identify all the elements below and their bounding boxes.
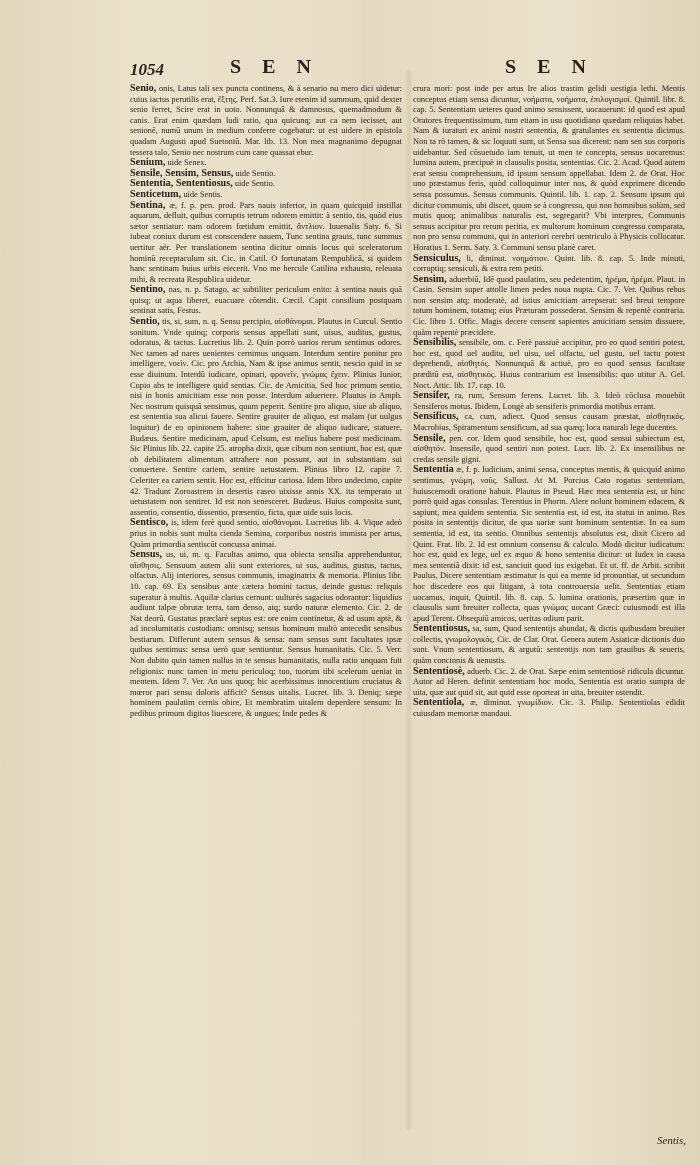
entry-definition: aduerb. Cic. 2. de Orat. Sæpe enim sententiosè ridicula dicuntur. Autor ad Heren. definit sententiam hoc modo, Sententia est oratio sumpta de uita, quæ aut quid sit, aut quid esse oporteat in uita, breuiter ostendit. <box>413 666 685 697</box>
entry-definition: is, idem ferè quod sentio, αἰσθάνομαι. Lucretius lib. 4. Vique adeò prius in nobis sunt multa cienda Semina, corporibus nostris immista per artus, Quàm primordia sentiscūt concussa animai. <box>130 518 402 549</box>
right-column <box>413 84 685 1129</box>
entry-definition: sensibile, om. c. Ferè passiuè accipitur, pro eo quod sentiri potest, hoc est, quod uel auditu, uel uisu, uel olfactu, uel gustu, uel tactu potest deprehendi, αἰσθητός. Nonnunquã & actiuè, pro eo quod sensus facultate præditũ est, αἰσθητικός. Huius contrarium est Insensibilis: quo utitur A. Gel. Noct. Attic. lib. 17. cap. 10. <box>413 338 685 390</box>
dictionary-entry <box>413 391 685 412</box>
entry-definition: ra, rum, Sensum ferens. Lucret. lib. 3. Ideò cōclusa mouebūt Sensiferos motus. Ibidem, Longè ab sensiferis primordia motibus errant. <box>413 391 685 411</box>
dictionary-entry <box>413 465 685 624</box>
dictionary-entry <box>413 667 685 699</box>
entry-headword: Sensificus, <box>413 411 459 423</box>
entry-definition: li, diminut. νοημάτιον. Quint. lib. 8. cap. 5. Inde minuti, corruptiq; sensiculi, & extra rem petiti. <box>413 253 685 274</box>
dictionary-entry <box>413 254 685 275</box>
entry-definition: æ, f. p. pen. prod. Pars nauis inferior, in quam quicquid instillat aquarum, defluit, quibus corruptis tetrum odorem emittit: à sentio, tis, quòd eius sætor sentiatur: nam odorem fœtidum emittit, ἄντλιον. Iuuenalis Saty. 6. Si iubeat coniux durum est conscendere nauem, Tunc sentina grauis, tunc summus uertitur aër. Per translationem sentina dicitur omnis locus qui sceleratorum hominũ receptaculum sit. Cic. in Catil. O fortunatam Rempublicã, si quidem hanc sentinam huius urbis eiecerit. Vno me hercule Catilina exhausto, releuata mihi, & recreata Respublica uidetur. <box>130 200 402 284</box>
dictionary-entry <box>130 201 402 286</box>
dictionary-entry <box>413 84 685 254</box>
entry-definition: tis, si, sum, n. q. Sensu percipio, αἰσθάνομαι. Plautus in Curcul. Sentio sonitum. Vnde quinq; corporis sensus appellati sunt, uisus, auditus, gustus, odoratus, & tactus. Lucretius lib. 2. Quin porrò uarios rerum sentimus odores. Nec tamen ad nares uenientes cernimus unquam. Interdum sentire ponitur pro intelligere, νοεῖν. Cic. pro Archia, Nam & ipse animus sentit, nescio quid in se esse diuinum. Interdũ iudicare, opinari, φρονεῖν, γνώμας ἔχειν. Plinius Iunior, Cupio abs te intelligere quid sentias. Cic. de Amicitia, Sed hoc primum sentio, nisi in bonis amicitiam esse non posse. Interdum aduertere. Plautus in Amph. Nec nostrum quisquã sensimus, quum peperit. Sentire pro aliquo, siue ab aliquo, est sententia sua alicui fauere. Sentire grauiter de aliquo, est malam (ut uulgus loquitur) de eo opinionem habere: sine grauiter de aliquo iudicare, statuere, Budæus. Sentire medicinam, apud Celsum, est melius habere post medicinam. Sic Plinius lib. 22. capite 25. atropha dixit, quæ cibum non sentiunt, hoc est, quæ ob debilitatem alimentum attrahere non possunt, aut in substantiam sui conuertere. Sentire cariem, sentire uetustatem. Plinius libro 12. capite 7. Celeriter ea cariem sentit. Hoc est, efficitur cariosa. Idem libro undecimo, capite 42. Tradunt Zoroastrem in desertis caseo uixisse annis XX. ita temperato ut uetustatem non sentiret. Id est non senesceret. Budæus. Huius composita sunt, assentio, consentio, dissentio, præsentio, ficta, quæ uide suis locis. <box>130 317 402 517</box>
entry-headword: Sensibilis, <box>413 337 457 349</box>
entry-headword: Senticetum, <box>130 188 182 200</box>
entry-definition: uide Sentio. <box>235 168 276 178</box>
running-head-right: S E N <box>505 56 594 78</box>
entry-headword: Sententiosus, <box>413 623 470 635</box>
entry-definition: onis, Latus tali sex puncta continens, & à senario nu mero dici uidetur: cuius iactus perutilis erat, ἕξτης. Perf. Sat.3. Iure etenim id summum, quid dexter senio ferret, Scire erat in uoto. Nonnunquã & damnosus, quemadmodum & canis. Erat enim quædam ludi ratio, qua quicunq; aut ca nem iecisset, aut senionē, numū unum in medium conferre cogebatur: ut est uidere in epistola quadam Augusti apud Suetoniū. Mar. lib. 13. Non mea magnanimo depugnat tessera talo, Senio nec nostrum cum cane quassat ebur. <box>130 84 402 157</box>
catchword: Sentis, <box>656 1135 686 1147</box>
entry-definition: uide Sentio. <box>234 179 275 189</box>
entry-definition: nas, n. p. Satago, ac subtiliter periculum enito: à sentina nauis quā quisq; ut aqua liberet, euacuare cōtendit. Cæcil. Capit consilium postquam sentinat satis, Festus. <box>130 285 402 316</box>
dictionary-entry <box>413 698 685 719</box>
dictionary-entry <box>413 434 685 466</box>
entry-headword: Sensus, <box>130 549 162 561</box>
dictionary-entry <box>130 190 402 201</box>
entry-definition: ca, cum, adiect. Quod sensus causam præstat, αἰσθητικός. Macrobius, Spiramentum sensificum, ad sua quæq; loca naturali lege ducentes. <box>413 412 685 432</box>
entry-headword: Sententia <box>413 464 454 476</box>
entry-headword: Sentisco, <box>130 517 169 529</box>
entry-headword: Sensim, <box>413 273 447 285</box>
entry-headword: Sententiola, <box>413 697 465 709</box>
entry-definition: æ, f. p. Iudicium, animi sensa, conceptus mentis, & quicquid animo sentimus, γνώμη, νοῦς. Sallust. At M. Porcius Cato rogatus sententiam, huiuscemodi oratione habuit. Plautus in Pseud. Hæc mea sententia est, ut hinc porrò quid agas consulas. Terentius in Phorm. Alere nolunt hominem edacem, & sapiunt, mea quidem sententia. Sic sententia est, id est, ita statui in animo. Res posita in sententijs dicitur, de qua uariæ sunt hominum sententiæ. In ea sum sententia, id est, ita sentio. Omnibus sententijs absolutus est, dixit Cicero ad Quint. Frat. lib. 2. Id est omnium consensu & calculo. Modò dicitur iudicatum: hoc est, quid ex lege, uel ex æquo & bono sententia dicitur: ut Iudex in causa mea sententiã dixit: id est, sanciuit quod ius exigebat. Et ut. ff. de Arbit. scribit Paulus, Dicere sententiam æstimatur is qui ea mente id pronuntiat, ut secundum hoc discedere eos qui litigant, à tota controuersia uelit. Sententias etiam uocamus, inquit, Quintil. lib. 8. cap. 5. lumina orationis, præsertim quæ in clausulis sunt breuiter collecta, quas γνώμας uocant Græci: cuiusmodi est illa apud Terent. Obsequiũ amicos, ueritas odium parit. <box>413 465 685 623</box>
column-gutter <box>405 70 413 1130</box>
dictionary-entry <box>413 412 685 433</box>
entry-headword: Sensile, <box>413 432 446 444</box>
dictionary-entry <box>413 275 685 339</box>
dictionary-entry <box>130 285 402 317</box>
dictionary-entry <box>413 624 685 666</box>
entry-headword: Senium, <box>130 157 166 169</box>
entry-headword: Sensifer, <box>413 390 450 402</box>
entry-definition: aduerbiũ, Idē quod paulatim, seu pedetentim, ἠρέμα, ἠρέμα. Plaut. in Casin. Sensim super attolle limen pedes noua nupta. Cic. 7. Ver. Quibus rebus non sensim atq; moderatè, ad istius amicitiam arrepserat: sed breui tempore totum hominem, totamq; eius Præturam possederat. Sensim & repentè contraria. Cic. libro 1. Offic. Magis decere censent sapientes amicitiam sensim dissuere, quàm repentè præcidere. <box>413 274 685 337</box>
entry-headword: Sententiosè, <box>413 665 465 677</box>
entry-definition: uide Sentis. <box>183 189 223 199</box>
entry-headword: Sensiculus, <box>413 252 461 264</box>
dictionary-entry <box>130 550 402 720</box>
dictionary-entry <box>130 84 402 158</box>
entry-headword: Sentino, <box>130 284 166 296</box>
dictionary-entry <box>413 338 685 391</box>
entry-headword: Senio, <box>130 84 157 94</box>
entry-definition: æ, diminut. γνωμίδιον. Cic. 3. Philip. Sententiolas edidit cuiusdam memoriæ mandaui. <box>413 698 685 719</box>
entry-definition: pen. cor. Idem quod sensibile, hoc est, quod sensui subiectum est, αἰσθητόν. Insensile, quod sentiri non potest. Lucr. lib. 2. Ex insensilibus ne credas sensile gigni. <box>413 433 685 464</box>
dictionary-entry <box>130 317 402 518</box>
entry-headword: Sentio, <box>130 316 160 328</box>
entry-definition: uide Senex. <box>167 158 207 168</box>
entry-headword: Sententia, Sententiosus, <box>130 178 233 190</box>
left-column <box>130 84 402 1129</box>
page-number: 1054 <box>130 60 164 79</box>
running-head-left: S E N <box>230 56 319 78</box>
entry-headword: Sentina, <box>130 199 166 211</box>
entry-headword: Sensile, Sensim, Sensus, <box>130 167 234 179</box>
page-header <box>0 52 700 82</box>
dictionary-entry <box>130 518 402 550</box>
entry-definition: crura mori: post inde per artus Ire alios trastim gelidi uestigia lethi. Mentis conceptus etiam sensa dicuntur, νοήματα, νοήματα, ἐπιλογισμοί. Quintil. libr. 8. cap. 5. Sententiam ueteres quod animo sensissent, uocauerunt: id quod est apud Oratores frequentissimum, tum etiam in usu quotidiano quædam reliquias habet. Nam & iuraturi ex animi nostri sententia, & gratulantes ex sententia dicimus. Non ta rò tamen, & sic loquuti sunt, ut Sensa sua dicerent: nam sen sus corporis uidebantur. Sed cōsuetudo iam tenuit, ut men te concepta, sensus uocaremus: lumina autem, præcipuè in clausulis posita, sententias. Cic. 2. Acad. Quod autem erat sensu comprehensum, id ipsum sensum appellabat. Idem 2. de Orat. Hoc uno præstamus feris, quòd colloquimur inter nos, & quòd exprimere dicendo sensa possumus. Sensus communis. Quintil. lib. 1. cap. 2. Sensum ipsum qui dicitur communis, ubi discet, quum se à congressu, qui non homnibus solùm, sed mutis quoq; animalibus naturalis est, segregarit? Vbi interpres, Communis sensus accipitur pro rerum peritia, ex multorum hominum congressu comparata, non pro sensu communi, qui in anteriori cerebri uentriculo à Physicis collocatur. Horatius 1. Serm. Saty. 3. Communi sensu planè caret. <box>413 84 685 252</box>
entry-definition: us, ui, m. q. Facultas animo, qua obiecta sensilia apprehenduntur, αἴσθησις. Sensuum autem alii sunt exteriores, ui sus, auditus, gustus, tactus, olfactus. Alij interiores, sensus communis, imaginatrix & memoria. Plinius libr. 10. cap. 69. Ex sensibus ante cætera homini tactus, deinde gustus: reliquis superatur à multis. Aquilæ clarius cernunt: uulturés sagacius odorantur: liquidius audiunt talpæ obrutæ terra, tam denso, atq; surdo naturæ elemento. Cic. 2. de Nat deorũ. Gustatus præclarè septus est: ore enim continetur, & ad usum aptè, & ad incolumitatis custodiam: omnisq; sensus hominum multò antecedit sensibus bestiarum. Differunt autem sensus & sensa: nam sensus sunt facultates ipsæ quibus sentimus: sensa uerò quæ sentiuntur. Sensus humanitatis. Cic. 5. Verr. Non dubito quin tamen nullus in te sensus humanitatis, nulla ratio unquam fuit religionis: nunc tamen in metu periculoq; tuo, tuorum tibi scelerum ueniat in mentem. Idem 7. Ver. An uos quoq; hic acerbissimus innocentium cruciatus & mœror pari sensu doloris afficit? Sensus uitalis. Lucret. lib. 3. Deniq; sæpe hominem paulatim cernis obire, Et membratim uitalem deperdere sensum: In pedibus primum digitos liuescere, & ungues; Inde pedes & <box>130 550 402 719</box>
entry-definition: sa, sum, Quod sententijs abundat, & dictis quibusdam breuiter collectis, γνωμολογικός. Cic. de Clar. Orat. Genera autem Asiaticæ dictionis duo sunt. Vnum sententiosum, & argutũ: sententijs non tam grauibus & seueris, quàm concinnis & uenustis. <box>413 624 685 666</box>
